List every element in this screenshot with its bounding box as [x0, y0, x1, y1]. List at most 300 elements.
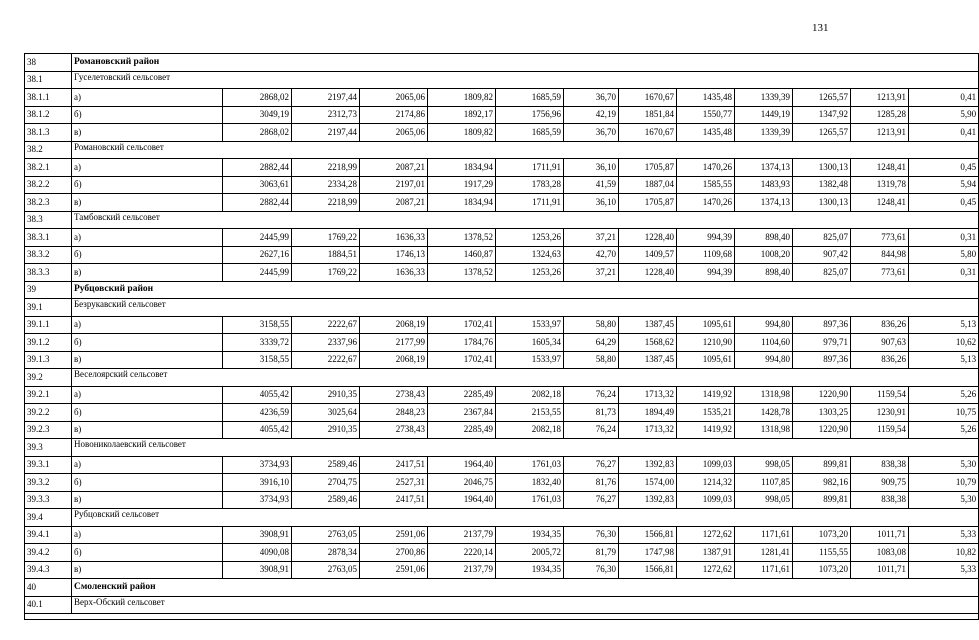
table-row: [25, 421, 979, 439]
value-cell: 58,80: [564, 351, 619, 369]
value-cell: 36,10: [564, 159, 619, 177]
value-cell: 2174,86: [360, 106, 428, 124]
row-code: 38.1.3: [25, 124, 72, 142]
value-cell: 5,13: [909, 316, 979, 334]
value-cell: 3158,55: [223, 316, 292, 334]
value-cell: 2285,49: [428, 386, 496, 404]
value-cell: 2878,34: [292, 544, 360, 562]
value-cell: 1702,41: [428, 316, 496, 334]
row-code: 38.3.3: [25, 264, 72, 282]
value-cell: 1636,33: [360, 264, 428, 282]
value-cell: 1851,84: [619, 106, 677, 124]
value-cell: 1550,77: [677, 106, 735, 124]
row-code: 39.3.2: [25, 474, 72, 492]
value-cell: 36,70: [564, 124, 619, 142]
settlement-name: Верх-Обский сельсовет: [72, 596, 979, 614]
value-cell: 1095,61: [677, 316, 735, 334]
table-row: [25, 316, 979, 334]
value-cell: 1159,54: [851, 421, 909, 439]
value-cell: 2197,44: [292, 124, 360, 142]
value-cell: 10,79: [909, 474, 979, 492]
row-code: 39.4.3: [25, 561, 72, 579]
row-option-label: б): [72, 474, 223, 492]
value-cell: 2417,51: [360, 456, 428, 474]
value-cell: 1419,92: [677, 421, 735, 439]
value-cell: 3734,93: [223, 491, 292, 509]
settlement-row: [25, 596, 979, 614]
value-cell: 1685,59: [496, 89, 564, 107]
value-cell: 4236,59: [223, 404, 292, 422]
value-cell: 2700,86: [360, 544, 428, 562]
value-cell: 2738,43: [360, 421, 428, 439]
value-cell: 1711,91: [496, 159, 564, 177]
value-cell: 36,10: [564, 194, 619, 212]
value-cell: 5,33: [909, 526, 979, 544]
value-cell: 909,75: [851, 474, 909, 492]
value-cell: 1347,92: [793, 106, 851, 124]
value-cell: 1747,98: [619, 544, 677, 562]
value-cell: 1099,03: [677, 456, 735, 474]
value-cell: 836,26: [851, 351, 909, 369]
value-cell: 2704,75: [292, 474, 360, 492]
value-cell: 2137,79: [428, 526, 496, 544]
table-row: [25, 386, 979, 404]
value-cell: 2197,01: [360, 176, 428, 194]
row-code: 40: [25, 579, 72, 597]
value-cell: 1272,62: [677, 526, 735, 544]
value-cell: 1884,51: [292, 246, 360, 264]
value-cell: 1230,91: [851, 404, 909, 422]
value-cell: 1339,39: [735, 89, 793, 107]
value-cell: 5,90: [909, 106, 979, 124]
value-cell: 2153,55: [496, 404, 564, 422]
value-cell: 825,07: [793, 229, 851, 247]
value-cell: 10,62: [909, 334, 979, 352]
table-row: [25, 474, 979, 492]
value-cell: 37,21: [564, 229, 619, 247]
value-cell: 1210,90: [677, 334, 735, 352]
value-cell: 1964,40: [428, 456, 496, 474]
value-cell: 1636,33: [360, 229, 428, 247]
value-cell: 1272,62: [677, 561, 735, 579]
value-cell: 1713,32: [619, 386, 677, 404]
value-cell: 1285,28: [851, 106, 909, 124]
row-option-label: б): [72, 176, 223, 194]
value-cell: 1533,97: [496, 316, 564, 334]
value-cell: 1073,20: [793, 561, 851, 579]
value-cell: 1374,13: [735, 194, 793, 212]
value-cell: 1253,26: [496, 229, 564, 247]
value-cell: 76,27: [564, 456, 619, 474]
value-cell: 1107,85: [735, 474, 793, 492]
value-cell: 1917,29: [428, 176, 496, 194]
value-cell: 1378,52: [428, 229, 496, 247]
value-cell: 0,45: [909, 194, 979, 212]
row-option-label: б): [72, 544, 223, 562]
value-cell: 64,29: [564, 334, 619, 352]
value-cell: 1428,78: [735, 404, 793, 422]
row-code: 39.1.1: [25, 316, 72, 334]
value-cell: 1435,48: [677, 124, 735, 142]
value-cell: 1713,32: [619, 421, 677, 439]
value-cell: 2005,72: [496, 544, 564, 562]
value-cell: 3025,64: [292, 404, 360, 422]
value-cell: 1460,87: [428, 246, 496, 264]
value-cell: 1318,98: [735, 386, 793, 404]
value-cell: 76,30: [564, 526, 619, 544]
value-cell: 1761,03: [496, 456, 564, 474]
value-cell: 1213,91: [851, 124, 909, 142]
row-option-label: в): [72, 421, 223, 439]
value-cell: 81,79: [564, 544, 619, 562]
settlement-name: Тамбовский сельсовет: [72, 211, 979, 229]
value-cell: 994,80: [735, 351, 793, 369]
value-cell: 2627,16: [223, 246, 292, 264]
value-cell: 1605,34: [496, 334, 564, 352]
row-code: 39.1.3: [25, 351, 72, 369]
value-cell: 3734,93: [223, 456, 292, 474]
table-row: [25, 176, 979, 194]
row-code: 38.1.2: [25, 106, 72, 124]
value-cell: 1449,19: [735, 106, 793, 124]
value-cell: 897,36: [793, 316, 851, 334]
row-option-label: б): [72, 106, 223, 124]
table-row: [25, 404, 979, 422]
value-cell: 37,21: [564, 264, 619, 282]
value-cell: 1702,41: [428, 351, 496, 369]
value-cell: 0,31: [909, 229, 979, 247]
table-row: [25, 456, 979, 474]
district-row: [25, 54, 979, 72]
value-cell: 2087,21: [360, 159, 428, 177]
value-cell: 998,05: [735, 456, 793, 474]
value-cell: 5,30: [909, 491, 979, 509]
district-row: [25, 281, 979, 299]
value-cell: 1409,57: [619, 246, 677, 264]
value-cell: 2848,23: [360, 404, 428, 422]
value-cell: 58,80: [564, 316, 619, 334]
value-cell: 897,36: [793, 351, 851, 369]
value-cell: 1159,54: [851, 386, 909, 404]
value-cell: 1892,17: [428, 106, 496, 124]
value-cell: 3908,91: [223, 526, 292, 544]
row-code: 39.4.2: [25, 544, 72, 562]
value-cell: 1253,26: [496, 264, 564, 282]
value-cell: 1319,78: [851, 176, 909, 194]
row-code: 40.1: [25, 596, 72, 614]
value-cell: 1574,00: [619, 474, 677, 492]
value-cell: 2417,51: [360, 491, 428, 509]
value-cell: 2445,99: [223, 229, 292, 247]
row-option-label: а): [72, 526, 223, 544]
value-cell: 2046,75: [428, 474, 496, 492]
value-cell: 36,70: [564, 89, 619, 107]
row-option-label: в): [72, 264, 223, 282]
value-cell: 0,41: [909, 124, 979, 142]
settlement-name: Безрукавский сельсовет: [72, 299, 979, 317]
settlement-row: [25, 439, 979, 457]
value-cell: 2367,84: [428, 404, 496, 422]
table-row: [25, 334, 979, 352]
value-cell: 1213,91: [851, 89, 909, 107]
value-cell: 838,38: [851, 456, 909, 474]
row-code: 38.3: [25, 211, 72, 229]
value-cell: 2068,19: [360, 351, 428, 369]
value-cell: 898,40: [735, 229, 793, 247]
value-cell: 1387,91: [677, 544, 735, 562]
value-cell: 1470,26: [677, 159, 735, 177]
table-row: [25, 229, 979, 247]
value-cell: 907,63: [851, 334, 909, 352]
value-cell: 76,24: [564, 386, 619, 404]
value-cell: 0,31: [909, 264, 979, 282]
value-cell: 844,98: [851, 246, 909, 264]
value-cell: 2222,67: [292, 351, 360, 369]
value-cell: 994,80: [735, 316, 793, 334]
value-cell: 1300,13: [793, 159, 851, 177]
value-cell: 4055,42: [223, 421, 292, 439]
row-code: 39.3.3: [25, 491, 72, 509]
value-cell: 2591,06: [360, 561, 428, 579]
value-cell: 1894,49: [619, 404, 677, 422]
value-cell: 4090,08: [223, 544, 292, 562]
value-cell: 994,39: [677, 264, 735, 282]
settlement-row: [25, 71, 979, 89]
table-row: [25, 194, 979, 212]
value-cell: 2197,44: [292, 89, 360, 107]
value-cell: 1171,61: [735, 526, 793, 544]
value-cell: 2068,19: [360, 316, 428, 334]
value-cell: 1711,91: [496, 194, 564, 212]
value-cell: 1300,13: [793, 194, 851, 212]
value-cell: 1220,90: [793, 386, 851, 404]
value-cell: 2882,44: [223, 159, 292, 177]
value-cell: 1382,48: [793, 176, 851, 194]
value-cell: 1964,40: [428, 491, 496, 509]
value-cell: 76,30: [564, 561, 619, 579]
row-code: 39.1.2: [25, 334, 72, 352]
value-cell: 1073,20: [793, 526, 851, 544]
value-cell: 1784,76: [428, 334, 496, 352]
settlement-row: [25, 369, 979, 387]
value-cell: 1387,45: [619, 351, 677, 369]
value-cell: 898,40: [735, 264, 793, 282]
value-cell: 1419,92: [677, 386, 735, 404]
value-cell: 3049,19: [223, 106, 292, 124]
row-code: 39.2.2: [25, 404, 72, 422]
value-cell: 2082,18: [496, 421, 564, 439]
table-row: [25, 526, 979, 544]
value-cell: 838,38: [851, 491, 909, 509]
value-cell: 1568,62: [619, 334, 677, 352]
row-code: 38.2.1: [25, 159, 72, 177]
value-cell: 1265,57: [793, 89, 851, 107]
table-row: [25, 264, 979, 282]
table-row: [25, 544, 979, 562]
row-option-label: в): [72, 351, 223, 369]
row-code: 38: [25, 54, 72, 72]
value-cell: 1670,67: [619, 89, 677, 107]
value-cell: 3916,10: [223, 474, 292, 492]
value-cell: 1392,83: [619, 456, 677, 474]
value-cell: 3063,61: [223, 176, 292, 194]
value-cell: 10,82: [909, 544, 979, 562]
row-code: 38.2: [25, 141, 72, 159]
table-row: [25, 106, 979, 124]
table-row: [25, 246, 979, 264]
row-code: 39.4.1: [25, 526, 72, 544]
value-cell: 2137,79: [428, 561, 496, 579]
table-row: [25, 491, 979, 509]
row-code: 39.2: [25, 369, 72, 387]
row-option-label: в): [72, 491, 223, 509]
value-cell: 1535,21: [677, 404, 735, 422]
value-cell: 1099,03: [677, 491, 735, 509]
value-cell: 2910,35: [292, 386, 360, 404]
value-cell: 1339,39: [735, 124, 793, 142]
value-cell: 5,94: [909, 176, 979, 194]
value-cell: 2763,05: [292, 561, 360, 579]
value-cell: 1378,52: [428, 264, 496, 282]
value-cell: 2065,06: [360, 124, 428, 142]
settlement-name: Рубцовский сельсовет: [72, 509, 979, 527]
row-code: 39.2.3: [25, 421, 72, 439]
value-cell: 2527,31: [360, 474, 428, 492]
row-option-label: а): [72, 159, 223, 177]
value-cell: 1809,82: [428, 124, 496, 142]
value-cell: 1008,20: [735, 246, 793, 264]
value-cell: 5,13: [909, 351, 979, 369]
value-cell: 1011,71: [851, 561, 909, 579]
value-cell: 41,59: [564, 176, 619, 194]
value-cell: 773,61: [851, 264, 909, 282]
row-code: 39.3.1: [25, 456, 72, 474]
value-cell: 81,76: [564, 474, 619, 492]
value-cell: 2882,44: [223, 194, 292, 212]
value-cell: 1171,61: [735, 561, 793, 579]
row-option-label: а): [72, 89, 223, 107]
value-cell: 1705,87: [619, 159, 677, 177]
value-cell: 1533,97: [496, 351, 564, 369]
value-cell: 5,33: [909, 561, 979, 579]
value-cell: 1934,35: [496, 561, 564, 579]
row-option-label: в): [72, 561, 223, 579]
value-cell: 42,70: [564, 246, 619, 264]
value-cell: 1265,57: [793, 124, 851, 142]
value-cell: 1761,03: [496, 491, 564, 509]
value-cell: 979,71: [793, 334, 851, 352]
row-code: 38.3.2: [25, 246, 72, 264]
row-option-label: б): [72, 334, 223, 352]
value-cell: 1566,81: [619, 561, 677, 579]
row-code: 38.1: [25, 71, 72, 89]
settlement-row: [25, 211, 979, 229]
row-code: 38.2.3: [25, 194, 72, 212]
value-cell: 1228,40: [619, 229, 677, 247]
row-code: 38.1.1: [25, 89, 72, 107]
value-cell: 2589,46: [292, 456, 360, 474]
value-cell: 2910,35: [292, 421, 360, 439]
row-option-label: б): [72, 246, 223, 264]
value-cell: 998,05: [735, 491, 793, 509]
row-option-label: в): [72, 194, 223, 212]
value-cell: 1705,87: [619, 194, 677, 212]
value-cell: 982,16: [793, 474, 851, 492]
value-cell: 1685,59: [496, 124, 564, 142]
value-cell: 1483,93: [735, 176, 793, 194]
value-cell: 2589,46: [292, 491, 360, 509]
value-cell: 2218,99: [292, 194, 360, 212]
value-cell: 3908,91: [223, 561, 292, 579]
value-cell: 836,26: [851, 316, 909, 334]
table-body: [25, 54, 979, 620]
value-cell: 1281,41: [735, 544, 793, 562]
value-cell: 1248,41: [851, 159, 909, 177]
value-cell: 1585,55: [677, 176, 735, 194]
value-cell: 1109,68: [677, 246, 735, 264]
value-cell: 3158,55: [223, 351, 292, 369]
value-cell: 0,41: [909, 89, 979, 107]
value-cell: 2337,96: [292, 334, 360, 352]
value-cell: 1769,22: [292, 229, 360, 247]
value-cell: 1155,55: [793, 544, 851, 562]
row-code: 39.4: [25, 509, 72, 527]
value-cell: 5,26: [909, 386, 979, 404]
value-cell: 2082,18: [496, 386, 564, 404]
value-cell: 1220,90: [793, 421, 851, 439]
value-cell: 4055,42: [223, 386, 292, 404]
district-name: Рубцовский район: [72, 281, 979, 299]
table-row: [25, 89, 979, 107]
value-cell: 1104,60: [735, 334, 793, 352]
value-cell: 994,39: [677, 229, 735, 247]
settlement-row: [25, 141, 979, 159]
value-cell: 1834,94: [428, 194, 496, 212]
value-cell: 2868,02: [223, 89, 292, 107]
value-cell: 2087,21: [360, 194, 428, 212]
value-cell: 899,81: [793, 491, 851, 509]
value-cell: 1324,63: [496, 246, 564, 264]
table-row: [25, 159, 979, 177]
settlement-name: Веселоярский сельсовет: [72, 369, 979, 387]
value-cell: 81,73: [564, 404, 619, 422]
table-row: [25, 561, 979, 579]
value-cell: 0,45: [909, 159, 979, 177]
row-option-label: а): [72, 316, 223, 334]
value-cell: 1214,32: [677, 474, 735, 492]
value-cell: 76,27: [564, 491, 619, 509]
row-code: 39: [25, 281, 72, 299]
value-cell: 825,07: [793, 264, 851, 282]
value-cell: 1228,40: [619, 264, 677, 282]
value-cell: 773,61: [851, 229, 909, 247]
table-row: [25, 124, 979, 142]
value-cell: 42,19: [564, 106, 619, 124]
value-cell: 1783,28: [496, 176, 564, 194]
row-option-label: а): [72, 456, 223, 474]
value-cell: 1887,04: [619, 176, 677, 194]
value-cell: 2312,73: [292, 106, 360, 124]
value-cell: 1769,22: [292, 264, 360, 282]
settlement-name: Гуселетовский сельсовет: [72, 71, 979, 89]
row-option-label: в): [72, 124, 223, 142]
value-cell: 2285,49: [428, 421, 496, 439]
settlement-name: Новониколаевский сельсовет: [72, 439, 979, 457]
value-cell: 2868,02: [223, 124, 292, 142]
district-row: [25, 579, 979, 597]
table-row: [25, 351, 979, 369]
settlement-row: [25, 299, 979, 317]
